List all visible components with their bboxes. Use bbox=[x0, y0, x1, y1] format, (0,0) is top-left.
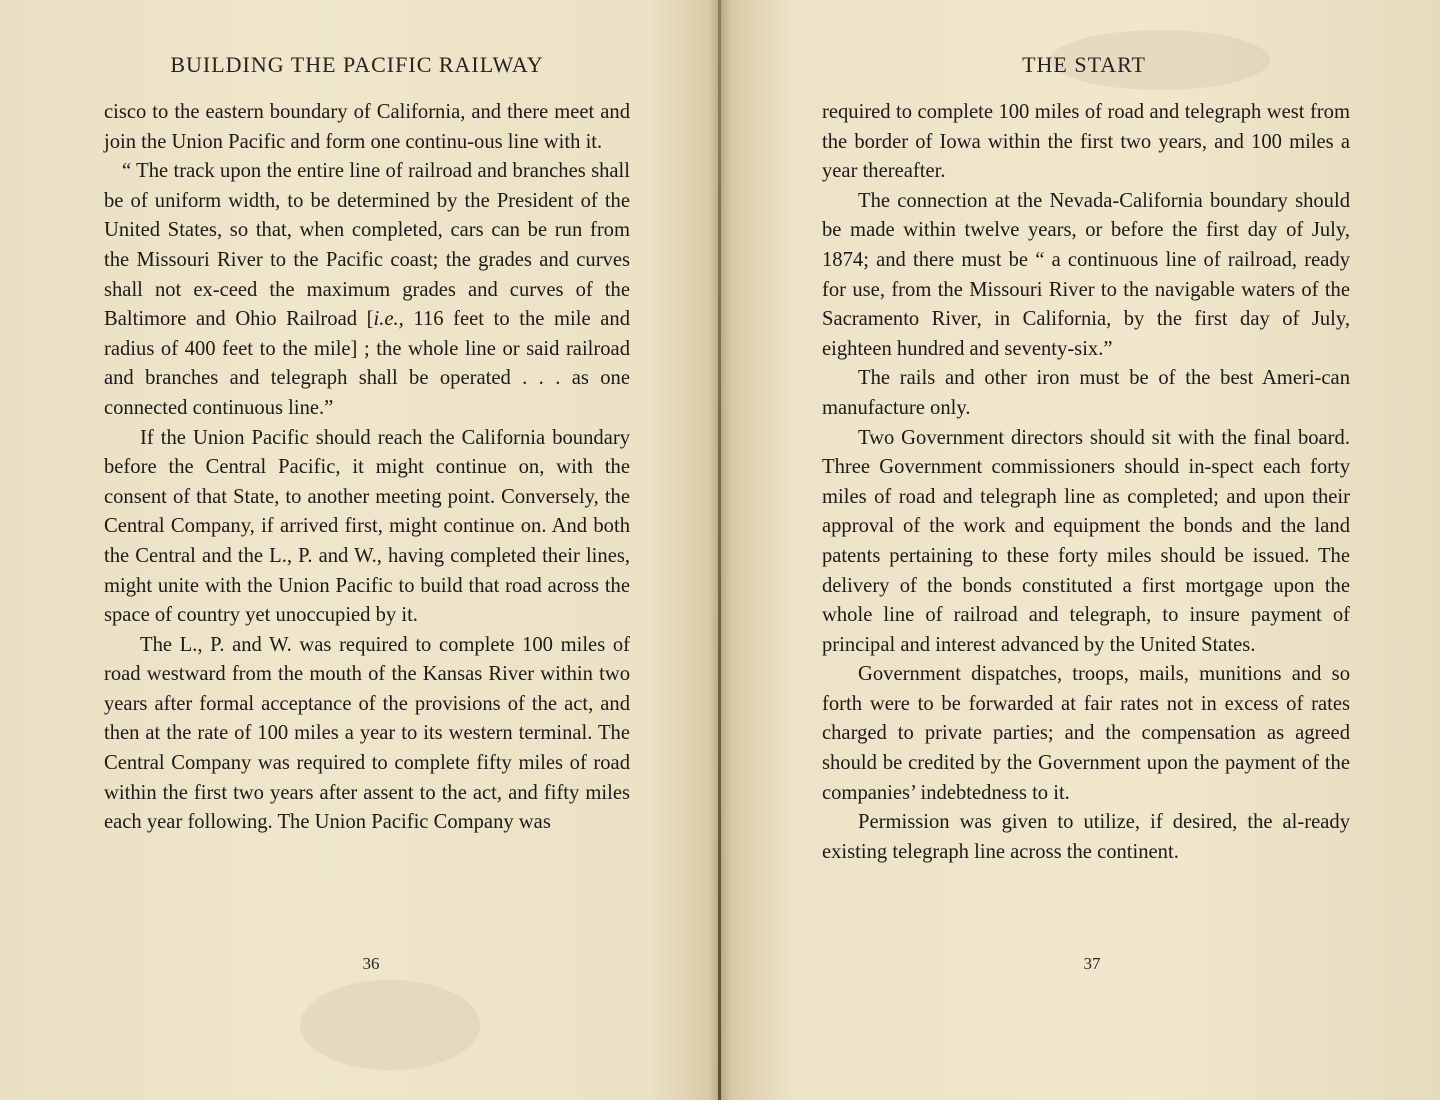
right-paragraph-3: The rails and other iron must be of the best Ameri-can manufacture only. bbox=[822, 367, 1350, 419]
left-paragraph-4: The L., P. and W. was required to complete 100 miles of road westward from the mouth of the Kansas River within two years after formal acceptance of the provisions of the act, and then at the rate of 100 miles a year to its western terminal. The Central Company was required to complete fifty miles of road within the first two years after assent to the act, and fifty miles each year following. The Union Pacific Company was bbox=[104, 633, 630, 834]
left-paragraph-3: If the Union Pacific should reach the California boundary before the Central Pacific, it might continue on, with the consent of that State, to another meeting point. Conversely, the Central Company, if arrived first, might continue on. And both the Central and the L., P. and W., having completed their lines, might unite with the Union Pacific to build that road across the space of country yet unoccupied by it. bbox=[104, 426, 630, 627]
right-paragraph-5: Government dispatches, troops, mails, munitions and so forth were to be forwarded at fair rates not in excess of rates charged to private parties; and the compensation as agreed should be credited by the Government upon the payment of the companies’ indebtedness to it. bbox=[822, 663, 1350, 804]
book-gutter bbox=[718, 0, 721, 1100]
right-page bbox=[822, 0, 1350, 1100]
left-page-body bbox=[104, 98, 630, 838]
right-page-number: 37 bbox=[1083, 954, 1101, 973]
right-paragraph-2: The connection at the Nevada-California boundary should be made within twelve years, or before the first day of July, 1874; and there must be “ a continuous line of railroad, ready for use, from the Missouri River to the navigable waters of the Sacramento River, in California, by the first day of July, eighteen hundred and seventy-six.” bbox=[822, 189, 1350, 360]
left-page-number: 36 bbox=[362, 954, 380, 973]
left-running-head: BUILDING THE PACIFIC RAILWAY bbox=[170, 52, 544, 77]
left-paragraph-2 bbox=[104, 157, 630, 423]
left-paragraph-1: cisco to the eastern boundary of California, and there meet and join the Union Pacific and form one continu-ous line with it. bbox=[104, 101, 630, 153]
left-paragraph-2-text-a: “ The track upon the entire line of railroad and branches shall be of uniform width, to be determined by the President of the United States, so that, when completed, cars can be run from the Missouri River to the Pacific coast; the grades and curves shall not ex-ceed the maximum grades and curves of the Baltimore and Ohio Railroad [ bbox=[104, 160, 630, 331]
right-paragraph-6: Permission was given to utilize, if desired, the al-ready existing telegraph line across the continent. bbox=[822, 811, 1350, 863]
left-page bbox=[104, 0, 630, 1100]
right-running-head: THE START bbox=[1022, 52, 1146, 77]
right-paragraph-4: Two Government directors should sit with the final board. Three Government commissioners should in-spect each forty miles of road and telegraph line as completed; and upon their approval of the work and equipment the bonds and the land patents pertaining to these forty miles should be issued. The delivery of the bonds constituted a first mortgage upon the whole line of railroad and telegraph, to insure payment of principal and interest advanced by the United States. bbox=[822, 426, 1350, 656]
right-paragraph-1: required to complete 100 miles of road and telegraph west from the border of Iowa within the first two years, and 100 miles a year thereafter. bbox=[822, 101, 1350, 183]
left-paragraph-2-italic: i.e., bbox=[373, 308, 404, 331]
left-paragraph-2-text-b: 116 feet to the mile and radius of 400 feet to the mile] ; the whole line or said railroad and branches and telegraph shall be operated . . . as one connected continuous line.” bbox=[104, 308, 630, 419]
right-page-body bbox=[822, 98, 1350, 867]
